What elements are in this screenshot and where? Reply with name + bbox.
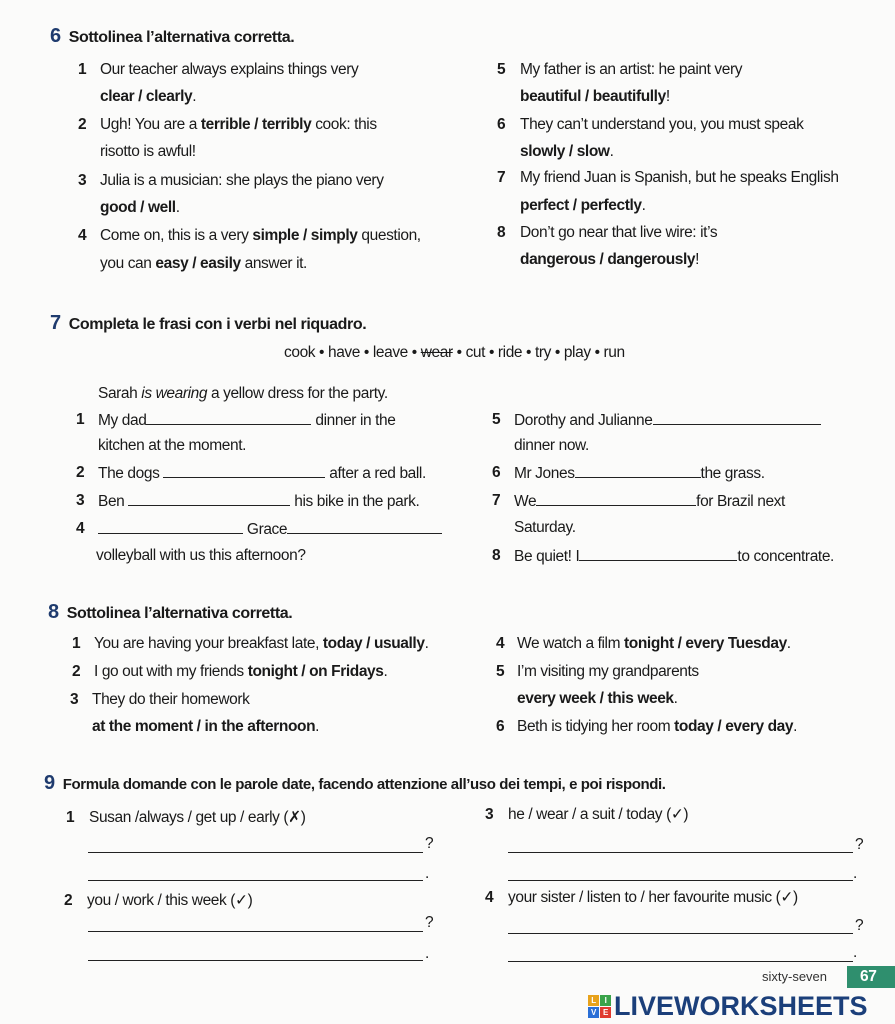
item-number: 8 — [492, 547, 501, 564]
item-number: 5 — [492, 411, 501, 428]
item-text: Ben his bike in the park. — [98, 493, 420, 510]
item-number: 7 — [497, 169, 506, 186]
item-text: Saturday. — [514, 519, 576, 536]
question-mark: ? — [855, 836, 864, 853]
answer-blank[interactable] — [128, 491, 290, 506]
item-number: 1 — [72, 635, 81, 652]
answer-blank[interactable] — [579, 546, 737, 561]
item-text: My friend Juan is Spanish, but he speaks English — [520, 169, 839, 186]
answer-line[interactable] — [88, 851, 423, 853]
answer-blank[interactable] — [575, 463, 701, 478]
answer-line[interactable] — [88, 879, 423, 881]
item-text: The dogs after a red ball. — [98, 465, 426, 482]
item-number: 7 — [492, 492, 501, 509]
item-text[interactable]: Ugh! You are a terrible / terribly cook: this — [100, 116, 377, 133]
item-text[interactable]: You are having your breakfast late, today / usually. — [94, 635, 429, 652]
question-mark: ? — [425, 914, 434, 931]
page-number-words: sixty-seven — [762, 969, 828, 984]
item-number: 8 — [497, 224, 506, 241]
answer-blank[interactable] — [536, 491, 696, 506]
item-text: Be quiet! I to concentrate. — [514, 548, 834, 565]
item-text: They do their homework — [92, 691, 250, 708]
item-text: We for Brazil next — [514, 493, 785, 510]
answer-blank[interactable] — [146, 410, 311, 425]
item-number: 5 — [496, 663, 505, 680]
choice[interactable]: clear / clearly. — [100, 88, 197, 105]
choice[interactable]: every week / this week. — [517, 690, 678, 707]
answer-line[interactable] — [508, 960, 853, 962]
prompt: your sister / listen to / her favourite music (✓) — [508, 889, 798, 906]
question-mark: ? — [855, 917, 864, 934]
answer-line[interactable] — [508, 932, 853, 934]
item-number: 3 — [78, 172, 87, 189]
item-text: Grace — [98, 519, 442, 540]
choice[interactable]: perfect / perfectly. — [520, 197, 646, 214]
answer-line[interactable] — [88, 930, 423, 932]
logo-tiles-icon: L I V E — [588, 995, 611, 1018]
item-number: 4 — [485, 889, 494, 906]
exercise-9-title: 9 Formula domande con le parole date, facendo attenzione all’uso dei tempi, e poi rispondi. — [44, 772, 666, 794]
liveworksheets-logo: L I V E LIVEWORKSHEETS — [588, 991, 868, 1022]
item-text: Our teacher always explains things very — [100, 61, 359, 78]
answer-line[interactable] — [508, 879, 853, 881]
example-sentence: Sarah is wearing a yellow dress for the party. — [98, 385, 388, 402]
prompt: he / wear / a suit / today (✓) — [508, 806, 689, 823]
item-number: 4 — [76, 520, 85, 537]
answer-blank[interactable] — [287, 519, 442, 534]
period: . — [425, 945, 429, 962]
item-number: 3 — [70, 691, 79, 708]
answer-blank[interactable] — [98, 519, 243, 534]
exercise-6-title: 6 Sottolinea l’alternativa corretta. — [50, 25, 295, 47]
choice[interactable]: slowly / slow. — [520, 143, 614, 160]
item-number: 2 — [76, 464, 85, 481]
choice[interactable]: dangerous / dangerously! — [520, 251, 700, 268]
item-text: Don’t go near that live wire: it’s — [520, 224, 718, 241]
item-number: 3 — [76, 492, 85, 509]
item-text: My father is an artist: he paint very — [520, 61, 743, 78]
item-number: 1 — [76, 411, 85, 428]
item-text: kitchen at the moment. — [98, 437, 247, 454]
period: . — [853, 944, 857, 961]
word-bank: cook • have • leave • wear • cut • ride • try • play • run — [284, 344, 625, 361]
item-number: 2 — [78, 116, 87, 133]
item-number: 6 — [496, 718, 505, 735]
item-number: 3 — [485, 806, 494, 823]
answer-blank[interactable] — [163, 463, 325, 478]
exercise-7-title: 7 Completa le frasi con i verbi nel riquadro. — [50, 312, 367, 334]
item-number: 2 — [72, 663, 81, 680]
item-number: 6 — [497, 116, 506, 133]
item-text[interactable]: We watch a film tonight / every Tuesday. — [517, 635, 791, 652]
choice[interactable]: good / well. — [100, 199, 180, 216]
item-number: 2 — [64, 892, 73, 909]
prompt: Susan /always / get up / early (✗) — [89, 809, 306, 826]
item-text: They can’t understand you, you must speak — [520, 116, 804, 133]
item-text: dinner now. — [514, 437, 589, 454]
item-number: 6 — [492, 464, 501, 481]
item-text: risotto is awful! — [100, 143, 196, 160]
exercise-8-title: 8 Sottolinea l’alternativa corretta. — [48, 601, 293, 623]
answer-blank[interactable] — [653, 410, 821, 425]
item-number: 1 — [66, 809, 75, 826]
choice[interactable]: at the moment / in the afternoon. — [92, 718, 320, 735]
item-text: I’m visiting my grandparents — [517, 663, 699, 680]
item-text[interactable]: I go out with my friends tonight / on Fridays. — [94, 663, 388, 680]
prompt: you / work / this week (✓) — [87, 892, 253, 909]
item-text[interactable]: you can easy / easily answer it. — [100, 255, 307, 272]
item-text: volleyball with us this afternoon? — [96, 547, 306, 564]
item-number: 4 — [496, 635, 505, 652]
page-number: 67 — [860, 968, 877, 985]
item-number: 4 — [78, 227, 87, 244]
answer-line[interactable] — [508, 851, 853, 853]
item-number: 1 — [78, 61, 87, 78]
period: . — [853, 865, 857, 882]
answer-line[interactable] — [88, 959, 423, 961]
item-text: Julia is a musician: she plays the piano very — [100, 172, 384, 189]
item-text: Dorothy and Julianne — [514, 410, 821, 431]
question-mark: ? — [425, 835, 434, 852]
period: . — [425, 865, 429, 882]
item-text: My dad dinner in the — [98, 412, 396, 429]
item-text[interactable]: Beth is tidying her room today / every day. — [517, 718, 798, 735]
item-text[interactable]: Come on, this is a very simple / simply question, — [100, 227, 421, 244]
choice[interactable]: beautiful / beautifully! — [520, 88, 670, 105]
item-number: 5 — [497, 61, 506, 78]
item-text: Mr Jones the grass. — [514, 465, 765, 482]
